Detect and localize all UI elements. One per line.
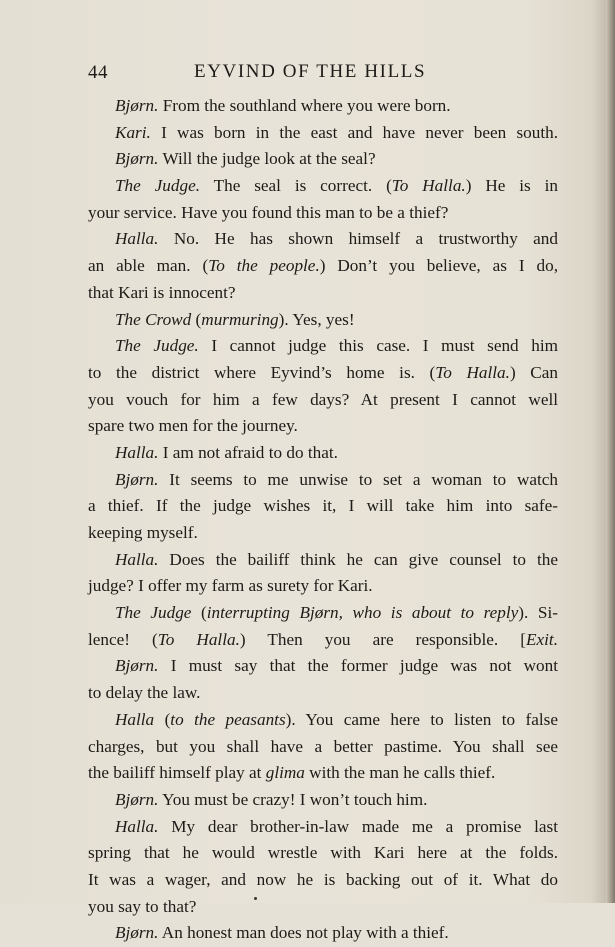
roman-text: a thief. If the judge wishes it, I will take him into safe- [88, 496, 558, 516]
roman-text: the bailiff himself play at [88, 763, 266, 783]
roman-text: ). Si- [518, 603, 558, 623]
italic-text: Halla. [115, 229, 159, 249]
text-line [88, 360, 558, 387]
text-line [88, 867, 558, 894]
text-line [88, 920, 558, 947]
italic-text: The Crowd [115, 309, 192, 329]
italic-text: Halla. [115, 816, 159, 836]
roman-text: ) Don’t you believe, as I do, [319, 256, 558, 276]
roman-text: you vouch for him a few days? At present I cannot well [88, 389, 558, 409]
roman-text: with the man he calls thief. [304, 763, 496, 783]
roman-text: No. He has shown himself a trustworthy and [158, 229, 558, 249]
text-line [88, 467, 558, 494]
italic-text: interrupting Bjørn, who is about to reply [206, 603, 519, 623]
text-line [88, 573, 558, 600]
roman-text: ) Can [509, 362, 558, 382]
italic-text: The Judge. [115, 176, 201, 196]
text-line [88, 253, 558, 280]
roman-text: ( [191, 603, 207, 623]
roman-text: judge? I offer my farm as surety for Kari. [88, 576, 373, 596]
roman-text: charges, but you shall have a better pastime. You shall see [88, 736, 558, 756]
page-body [88, 93, 558, 947]
running-head: EYVIND OF THE HILLS [194, 61, 427, 82]
roman-text: ( [191, 309, 202, 329]
roman-text: I was born in the east and have never been south. [150, 122, 558, 142]
roman-text: ) Then you are responsible. [ [239, 629, 527, 649]
roman-text: I cannot judge this case. I must send him [198, 336, 558, 356]
italic-text: Kari. [115, 122, 151, 142]
roman-text: From the southland where you were born. [158, 96, 451, 115]
italic-text: Bjørn. [115, 789, 159, 809]
text-line [88, 627, 558, 654]
text-line [88, 814, 558, 841]
page-header [88, 60, 558, 88]
roman-text: spare two men for the journey. [88, 416, 298, 436]
roman-text: ). Yes, yes! [278, 309, 355, 329]
text-line [88, 707, 558, 734]
text-line [88, 520, 558, 547]
italic-text: Exit. [526, 629, 558, 649]
roman-text: My dear brother-in-law made me a promise last [158, 816, 558, 836]
roman-text: spring that he would wrestle with Kari here at the folds. [88, 843, 558, 863]
roman-text: to the district where Eyvind’s home is. ( [88, 362, 436, 382]
italic-text: Bjørn. [115, 923, 159, 943]
roman-text: I am not afraid to do that. [158, 442, 338, 462]
text-line [88, 387, 558, 414]
text-line [88, 307, 558, 334]
italic-text: Bjørn. [115, 149, 159, 169]
text-line [88, 680, 558, 707]
text-line [88, 413, 558, 440]
roman-text: An honest man does not play with a thief. [158, 923, 449, 943]
italic-text: To Halla. [157, 629, 240, 649]
italic-text: Halla. [115, 549, 159, 569]
italic-text: The Judge [115, 603, 192, 623]
roman-text: ( [154, 709, 171, 729]
text-line [88, 787, 558, 814]
roman-text: that Kari is innocent? [88, 282, 236, 302]
page-number: 44 [88, 62, 108, 83]
italic-text: Halla. [115, 442, 159, 462]
italic-text: Halla [115, 709, 155, 729]
italic-text: To Halla. [391, 176, 466, 196]
roman-text: ) He is in [465, 176, 558, 196]
text-line [88, 840, 558, 867]
italic-text: murmuring [201, 309, 279, 329]
italic-text: glima [265, 763, 305, 783]
italic-text: To the people. [208, 256, 320, 276]
text-line [88, 280, 558, 307]
text-line [88, 333, 558, 360]
italic-text: To Halla. [435, 362, 510, 382]
text-line [88, 653, 558, 680]
text-line [88, 493, 558, 520]
text-line [88, 600, 558, 627]
text-line [88, 120, 558, 147]
roman-text: an able man. ( [88, 256, 209, 276]
italic-text: Bjørn. [115, 656, 159, 676]
text-line [88, 734, 558, 761]
italic-text: The Judge. [115, 336, 199, 356]
text-line [88, 547, 558, 574]
text-line [88, 146, 558, 173]
italic-text: Bjørn. [115, 469, 159, 489]
roman-text: to delay the law. [88, 683, 201, 703]
roman-text: It was a wager, and now he is backing out of it. What do [88, 869, 558, 889]
text-line [88, 173, 558, 200]
roman-text: you say to that? [88, 896, 197, 916]
text-line [88, 200, 558, 227]
roman-text: lence! ( [88, 629, 158, 649]
page-edge-shadow [606, 0, 615, 903]
roman-text: I must say that the former judge was not wont [158, 656, 558, 676]
roman-text: The seal is correct. ( [200, 176, 392, 196]
text-line [88, 93, 558, 120]
italic-text: to the peasants [170, 709, 286, 729]
roman-text: your service. Have you found this man to be a thief? [88, 202, 449, 222]
roman-text: It seems to me unwise to set a woman to watch [158, 469, 558, 489]
text-line [88, 760, 558, 787]
printing-speck [254, 897, 257, 900]
roman-text: keeping myself. [88, 523, 198, 542]
roman-text: ). You came here to listen to false [285, 709, 558, 729]
roman-text: You must be crazy! I won’t touch him. [158, 789, 428, 809]
text-line [88, 894, 558, 921]
text-line [88, 226, 558, 253]
italic-text: Bjørn. [115, 96, 159, 115]
roman-text: Will the judge look at the seal? [158, 149, 376, 169]
text-line [88, 440, 558, 467]
roman-text: Does the bailiff think he can give counsel to the [158, 549, 558, 569]
